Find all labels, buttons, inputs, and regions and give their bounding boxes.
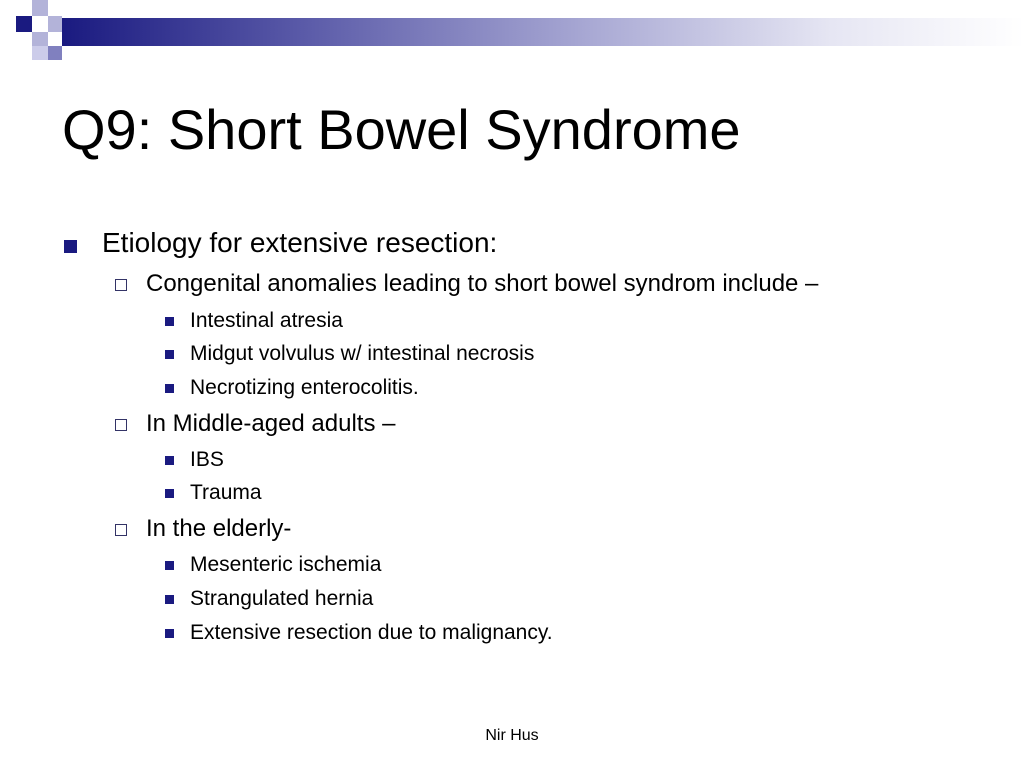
bullet-square-icon <box>64 240 77 253</box>
header-decoration <box>0 0 1024 70</box>
small-square-icon <box>165 317 174 326</box>
deco-square-light <box>32 32 48 46</box>
group-label: Congenital anomalies leading to short bowel syndrom include – <box>146 270 819 297</box>
slide-title: Q9: Short Bowel Syndrome <box>62 98 741 161</box>
deco-square-mid <box>32 46 48 60</box>
deco-square-light <box>48 16 62 32</box>
group-label: In the elderly- <box>146 515 292 542</box>
list-item: Trauma <box>190 481 262 504</box>
small-square-icon <box>165 629 174 638</box>
small-square-icon <box>165 561 174 570</box>
slide-footer: Nir Hus <box>485 727 539 744</box>
deco-square-dark <box>16 16 32 32</box>
deco-square-mid <box>48 46 62 60</box>
list-item: Mesenteric ischemia <box>190 553 382 576</box>
deco-square-light <box>32 0 48 16</box>
small-square-icon <box>165 489 174 498</box>
hollow-square-icon <box>115 279 127 291</box>
list-item: IBS <box>190 448 224 471</box>
header-gradient-bar <box>62 18 1024 46</box>
small-square-icon <box>165 350 174 359</box>
list-item: Intestinal atresia <box>190 309 343 332</box>
list-item: Extensive resection due to malignancy. <box>190 621 553 644</box>
bullet-text: Etiology for extensive resection: <box>102 227 498 258</box>
hollow-square-icon <box>115 524 127 536</box>
small-square-icon <box>165 456 174 465</box>
list-item: Necrotizing enterocolitis. <box>190 376 419 399</box>
small-square-icon <box>165 384 174 393</box>
list-item: Midgut volvulus w/ intestinal necrosis <box>190 342 535 365</box>
group-label: In Middle-aged adults – <box>146 410 396 437</box>
small-square-icon <box>165 595 174 604</box>
list-item: Strangulated hernia <box>190 587 374 610</box>
hollow-square-icon <box>115 419 127 431</box>
